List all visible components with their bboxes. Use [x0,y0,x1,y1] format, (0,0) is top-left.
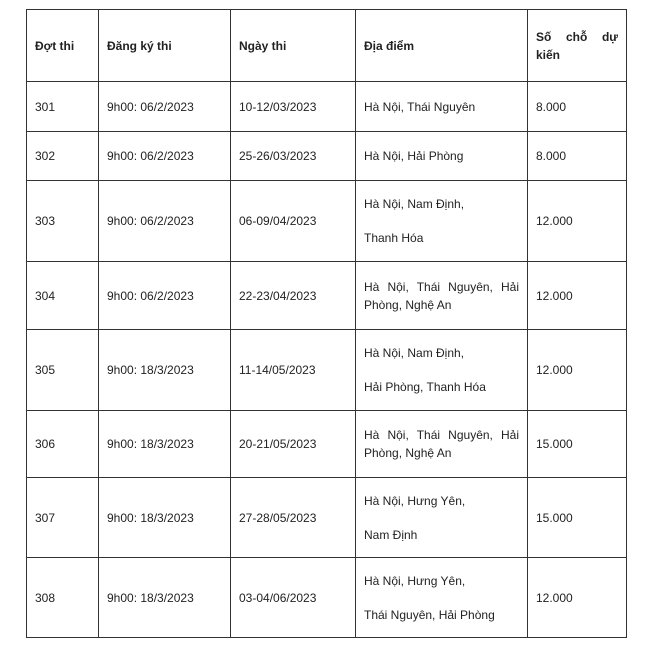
cell-so-cho: 12.000 [528,181,627,262]
header-so-cho-du-kien: Số chỗ dự kiến [528,10,627,82]
cell-dang-ky-thi: 9h00: 06/2/2023 [99,132,231,181]
cell-so-cho: 12.000 [528,558,627,638]
cell-ngay-thi: 20-21/05/2023 [231,411,356,478]
cell-so-cho: 12.000 [528,262,627,330]
cell-dia-diem [356,558,528,638]
table-row [27,411,627,478]
cell-ngay-thi: 27-28/05/2023 [231,478,356,558]
dia-diem-line: Hà Nội, Hưng Yên, [364,573,466,588]
cell-dot-thi: 307 [27,478,99,558]
cell-dot-thi: 304 [27,262,99,330]
cell-dang-ky-thi: 9h00: 18/3/2023 [99,558,231,638]
cell-dang-ky-thi: 9h00: 06/2/2023 [99,82,231,132]
cell-dot-thi: 303 [27,181,99,262]
cell-dot-thi: 308 [27,558,99,638]
cell-dot-thi: 306 [27,411,99,478]
cell-dia-diem [356,262,528,330]
cell-dang-ky-thi: 9h00: 06/2/2023 [99,181,231,262]
cell-dang-ky-thi: 9h00: 18/3/2023 [99,330,231,411]
dia-diem-line: Hà Nội, Hưng Yên, [364,493,466,508]
table-row [27,558,627,638]
cell-dia-diem [356,132,528,181]
header-dia-diem: Địa điểm [356,10,528,82]
table-header-row [27,10,627,82]
table-row [27,181,627,262]
cell-dia-diem [356,478,528,558]
cell-so-cho: 8.000 [528,82,627,132]
table-row [27,330,627,411]
table-row [27,132,627,181]
table-row [27,262,627,330]
dia-diem-line: Hà Nội, Hải Phòng [364,149,464,163]
cell-so-cho: 15.000 [528,411,627,478]
dia-diem-line: Hà Nội, Thái Nguyên, Hải Phòng, Nghệ An [364,428,519,460]
table-row [27,478,627,558]
cell-so-cho: 12.000 [528,330,627,411]
dia-diem-line: Thanh Hóa [364,231,424,245]
dia-diem-line: Hải Phòng, Thanh Hóa [364,380,486,394]
header-dang-ky-thi: Đăng ký thi [99,10,231,82]
cell-dia-diem [356,82,528,132]
dia-diem-line: Hà Nội, Nam Định, [364,197,465,211]
dia-diem-line: Hà Nội, Nam Định, [364,346,465,360]
table-row [27,82,627,132]
cell-ngay-thi: 11-14/05/2023 [231,330,356,411]
cell-dia-diem [356,330,528,411]
cell-dang-ky-thi: 9h00: 18/3/2023 [99,411,231,478]
cell-dot-thi: 302 [27,132,99,181]
cell-dia-diem [356,181,528,262]
dia-diem-line: Nam Định [364,527,418,542]
cell-so-cho: 8.000 [528,132,627,181]
cell-dang-ky-thi: 9h00: 06/2/2023 [99,262,231,330]
header-ngay-thi: Ngày thi [231,10,356,82]
cell-ngay-thi: 25-26/03/2023 [231,132,356,181]
cell-ngay-thi: 06-09/04/2023 [231,181,356,262]
cell-ngay-thi: 10-12/03/2023 [231,82,356,132]
dia-diem-line: Hà Nội, Thái Nguyên [364,99,476,114]
header-dot-thi: Đợt thi [27,10,99,82]
cell-dot-thi: 305 [27,330,99,411]
cell-so-cho: 15.000 [528,478,627,558]
cell-dang-ky-thi: 9h00: 18/3/2023 [99,478,231,558]
dia-diem-line: Thái Nguyên, Hải Phòng [364,607,495,622]
cell-ngay-thi: 22-23/04/2023 [231,262,356,330]
exam-schedule-table-wrapper [26,9,626,637]
exam-schedule-table [26,9,627,638]
cell-dot-thi: 301 [27,82,99,132]
dia-diem-line: Hà Nội, Thái Nguyên, Hải Phòng, Nghệ An [364,279,519,312]
cell-ngay-thi: 03-04/06/2023 [231,558,356,638]
cell-dia-diem [356,411,528,478]
